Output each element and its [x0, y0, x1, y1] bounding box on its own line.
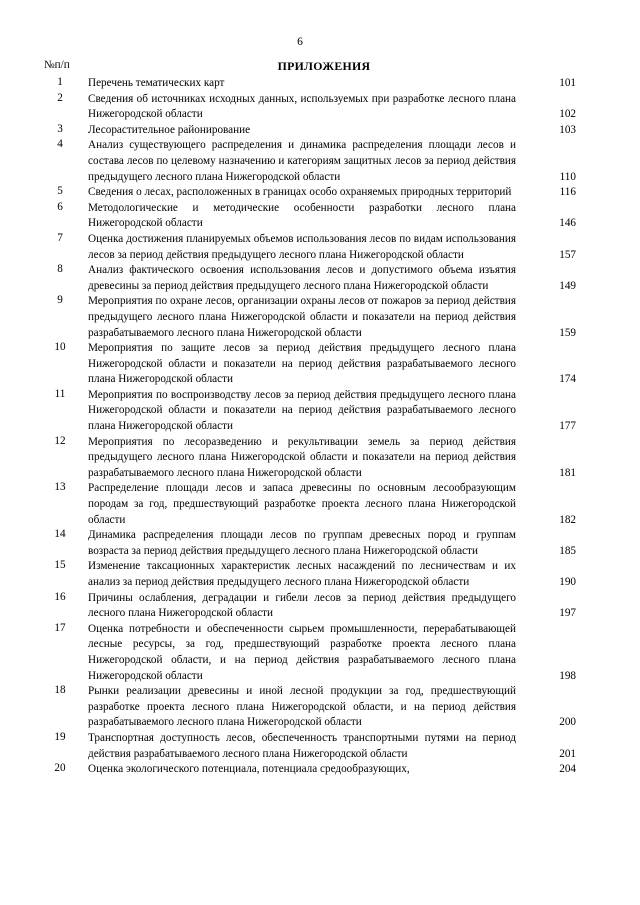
list-item: [44, 591, 576, 622]
list-item: [44, 435, 576, 482]
item-number: 6: [57, 200, 63, 213]
item-number: 14: [54, 528, 66, 541]
item-page-number: 101: [559, 77, 576, 89]
list-item: [44, 294, 576, 341]
item-number: 12: [54, 434, 66, 447]
item-number: 19: [54, 730, 66, 743]
item-number: 1: [57, 76, 63, 88]
column-number-label: №п/п: [44, 59, 70, 71]
item-number: 3: [57, 122, 63, 135]
item-number: 8: [57, 263, 63, 276]
item-number: 16: [54, 590, 66, 603]
toc-header: [44, 59, 574, 75]
item-page-number: 182: [559, 513, 576, 526]
list-item: [44, 185, 576, 201]
item-page-number: 197: [559, 607, 576, 620]
item-page-number: 181: [559, 466, 576, 479]
list-item: [44, 762, 576, 778]
page-number: 6: [297, 36, 303, 48]
list-item: [44, 684, 576, 731]
list-item: [44, 138, 576, 185]
item-page-number: 110: [559, 170, 576, 183]
item-page-number: 146: [559, 217, 576, 230]
page-title: ПРИЛОЖЕНИЯ: [277, 59, 371, 73]
item-number: 17: [54, 621, 66, 634]
item-title: Транспортная доступность лесов, обеспеченность транспортными путями на период действия разрабатываемого лесного плана Нижегородской области: [88, 731, 516, 760]
item-number: 2: [57, 91, 63, 104]
item-title: Лесорастительное районирование: [88, 123, 251, 136]
item-title: Анализ фактического освоения использования лесов и допустимого объема изъятия древесины за период действия предыдущего лесного плана Нижегородской области: [88, 264, 516, 292]
list-item: [44, 528, 576, 559]
list-item: [44, 559, 576, 590]
item-title: Анализ существующего распределения и динамика распределения площади лесов и состава лесов по целевому назначению и категориям защитных лесов за период действия предыдущего лесного плана Нижегородской области: [88, 139, 516, 183]
item-page-number: 200: [559, 716, 576, 729]
item-title: Мероприятия по охране лесов, организации охраны лесов от пожаров за период действия предыдущего лесного плана Нижегородской области и показатели на период действия разрабатываемого лесного плана Нижегородской области: [88, 295, 516, 339]
item-number: 5: [57, 185, 63, 198]
item-number: 7: [57, 231, 63, 244]
item-page-number: 174: [559, 373, 576, 386]
appendix-list: [44, 76, 576, 778]
item-title: Перечень тематических карт: [88, 77, 225, 89]
item-title: Методологические и методические особенности разработки лесного плана Нижегородской области: [88, 201, 516, 230]
item-title: Динамика распределения площади лесов по группам древесных пород и группам возраста за период действия предыдущего лесного плана Нижегородской области: [88, 529, 516, 557]
list-item: [44, 481, 576, 528]
list-item: [44, 341, 576, 388]
item-page-number: 149: [559, 279, 576, 292]
item-title: Мероприятия по защите лесов за период действия предыдущего лесного плана Нижегородской области и показатели на период действия разрабатываемого лесного плана Нижегородской области: [88, 342, 516, 386]
item-number: 9: [57, 294, 63, 307]
item-page-number: 198: [559, 669, 576, 682]
item-title: Причины ослабления, деградации и гибели лесов за период действия предыдущего лесного плана Нижегородской области: [88, 591, 516, 620]
item-title: Мероприятия по лесоразведению и рекультивации земель за период действия предыдущего лесного плана Нижегородской области и показатели на период действия разрабатываемого лесного плана Нижегородской области: [88, 435, 516, 479]
item-title: Сведения об источниках исходных данных, используемых при разработке лесного плана Нижегородской области: [88, 92, 516, 121]
list-item: [44, 263, 576, 294]
list-item: [44, 92, 576, 123]
list-item: [44, 201, 576, 232]
list-item: [44, 388, 576, 435]
item-page-number: 102: [559, 108, 576, 121]
item-title: Сведения о лесах, расположенных в границах особо охраняемых природных территорий: [88, 186, 512, 199]
item-page-number: 177: [559, 420, 576, 433]
item-page-number: 116: [559, 186, 576, 199]
item-title: Оценка потребности и обеспеченности сырьем промышленности, перерабатывающей лесные ресурсы, за год, предшествующий разработке проекта лесного плана Нижегородской области, и на период действия разрабатываемого лесного плана Нижегородской области: [88, 622, 516, 682]
item-number: 18: [54, 684, 66, 697]
item-title: Мероприятия по воспроизводству лесов за период действия предыдущего лесного плана Нижегородской области и показатели на период действия разрабатываемого лесного плана Нижегородской области: [88, 388, 516, 433]
list-item: [44, 731, 576, 762]
item-page-number: 103: [559, 123, 576, 136]
item-page-number: 185: [559, 544, 576, 557]
item-number: 4: [57, 138, 63, 151]
list-item: [44, 123, 576, 139]
item-title: Оценка экологического потенциала, потенциала средообразующих,: [88, 763, 410, 776]
item-number: 13: [54, 481, 66, 494]
item-number: 15: [54, 559, 66, 572]
item-page-number: 159: [559, 326, 576, 339]
list-item: [44, 232, 576, 263]
item-number: 11: [54, 387, 66, 400]
item-number: 20: [54, 762, 66, 775]
item-page-number: 190: [559, 576, 576, 588]
item-page-number: 201: [559, 747, 576, 760]
item-title: Распределение площади лесов и запаса древесины по основным лесообразующим породам за год, предшествующий разработке проекта лесного плана Нижегородской области: [88, 482, 516, 526]
item-title: Оценка достижения планируемых объемов использования лесов по видам использования лесов за период действия предыдущего лесного плана Нижегородской области: [88, 232, 516, 261]
item-page-number: 204: [559, 763, 576, 776]
item-page-number: 157: [559, 248, 576, 261]
item-title: Рынки реализации древесины и иной лесной продукции за год, предшествующий разработке проекта лесного плана Нижегородской области, и на период действия разрабатываемого лесного плана Нижегородской области: [88, 685, 516, 729]
list-item: [44, 76, 576, 92]
item-number: 10: [54, 341, 66, 354]
item-title: Изменение таксационных характеристик лесных насаждений по лесничествам и их анализ за период действия предыдущего лесного плана Нижегородской области: [88, 560, 516, 588]
list-item: [44, 622, 576, 684]
